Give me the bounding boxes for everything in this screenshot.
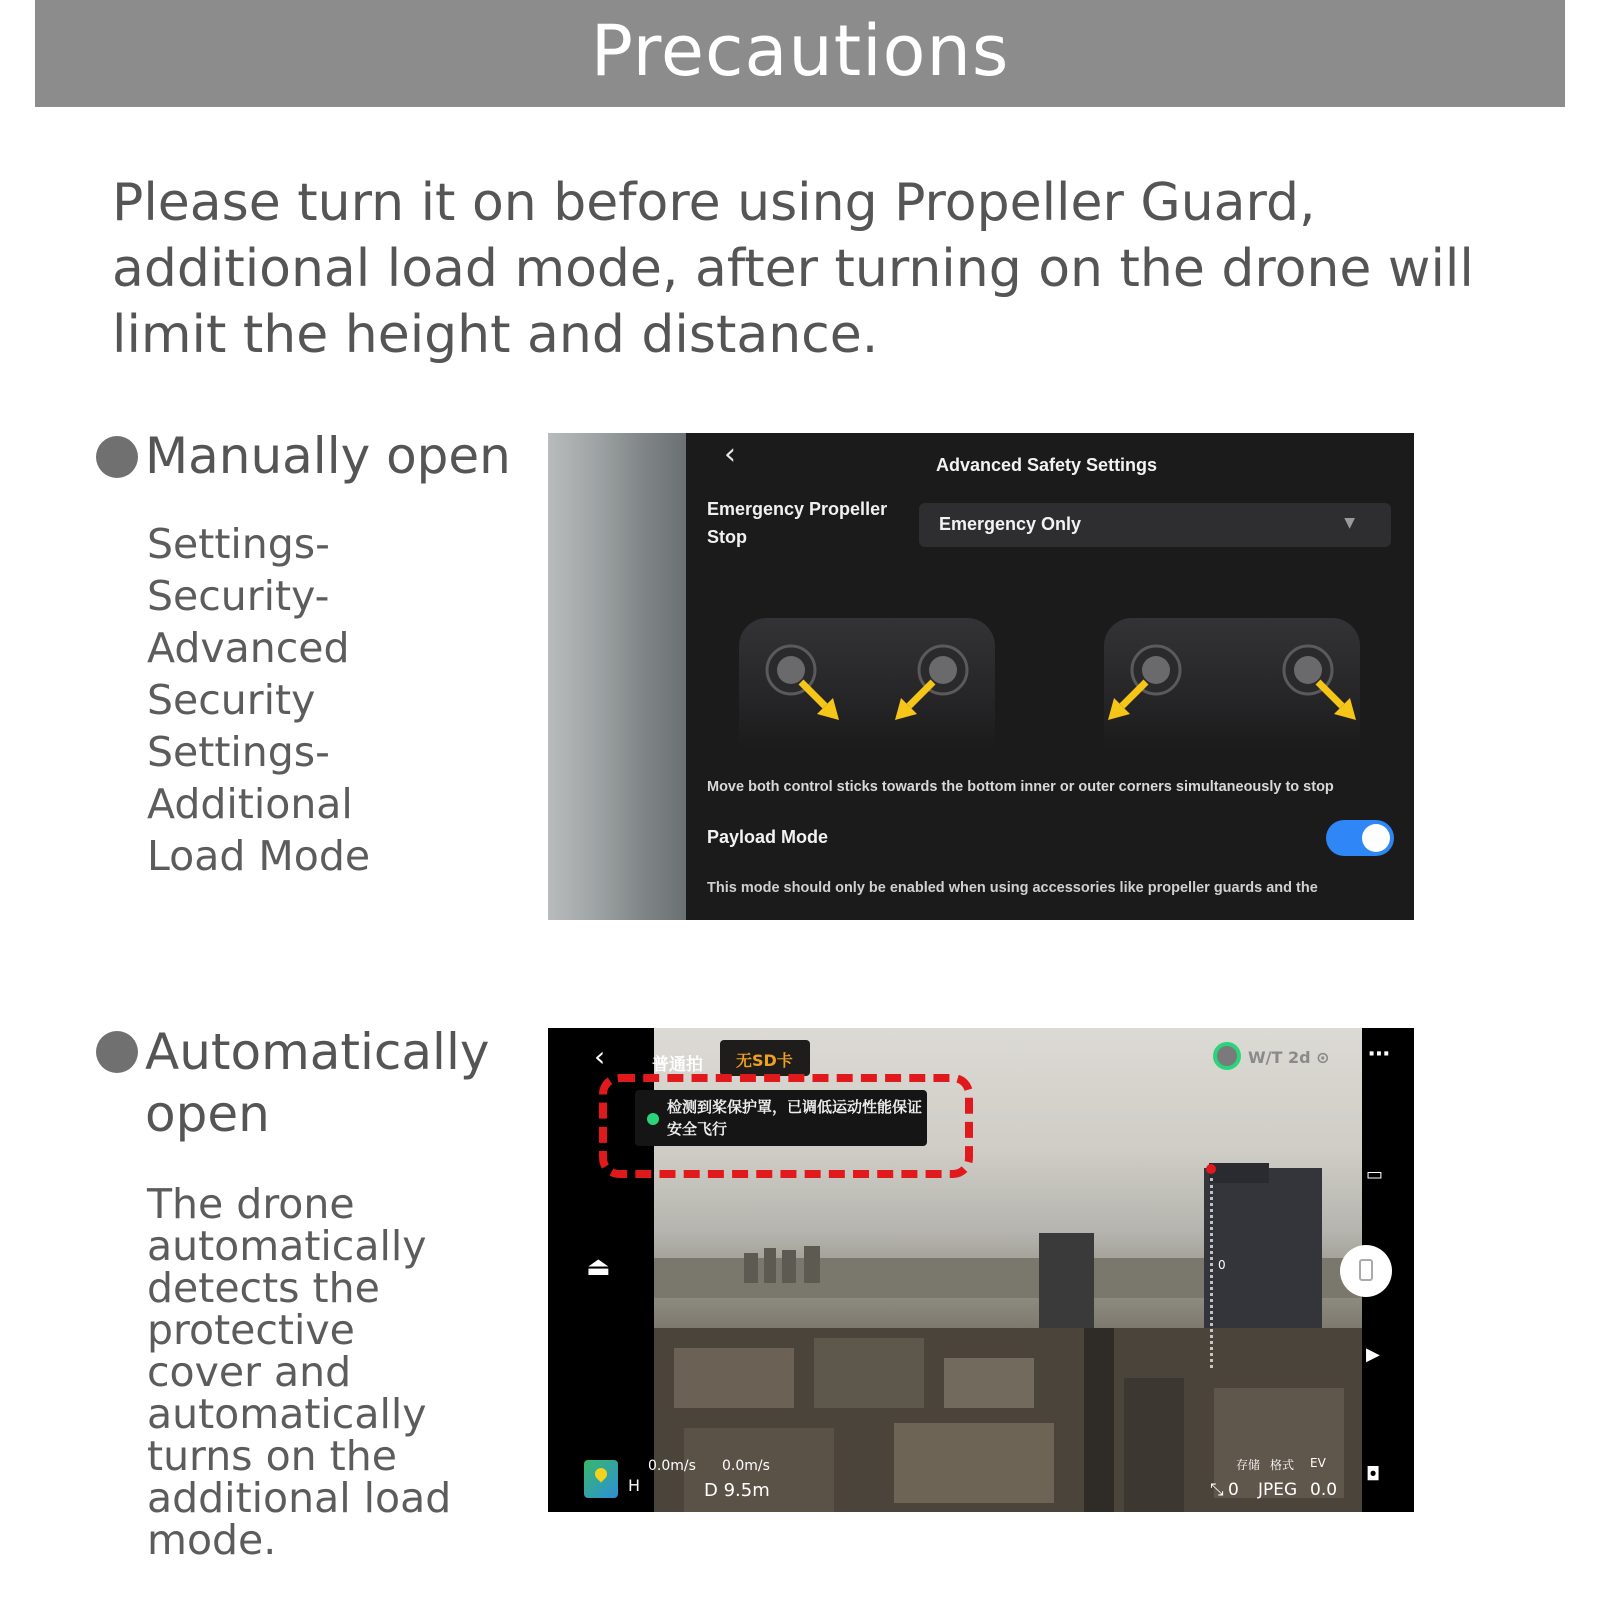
distance-readout: D 9.5m	[704, 1480, 770, 1501]
section-desc-auto: The drone automatically detects the protective cover and automatically turns on the additional load mode.	[147, 1180, 452, 1564]
bullet-dot	[96, 1031, 138, 1073]
control-pad-inner	[739, 618, 995, 748]
section-title-manual: Manually open	[145, 427, 511, 485]
ev-value: 0.0	[1310, 1480, 1338, 1500]
sd-card-label: 无SD卡	[736, 1051, 793, 1070]
ev-label: EV	[1310, 1456, 1326, 1470]
emergency-stop-label: Emergency Propeller Stop	[707, 499, 888, 547]
control-pad-outer	[1104, 618, 1360, 748]
caret-down-icon: ▼	[1344, 515, 1355, 531]
storage-icon: ⤡	[1210, 1480, 1224, 1500]
signal-status-text: W/T 2d ⊙	[1248, 1048, 1330, 1067]
chevron-left-icon[interactable]: ‹	[594, 1040, 606, 1073]
camera-screenshot	[548, 1028, 1414, 1512]
chevron-left-icon[interactable]: ‹	[724, 437, 736, 472]
emergency-stop-value: Emergency Only	[939, 514, 1082, 534]
background-panel	[548, 433, 686, 920]
altitude-marker-dot	[1206, 1164, 1216, 1174]
notice-text: 检测到桨保护罩，已调低运动性能保证安全飞行	[667, 1098, 923, 1138]
vertical-speed: 0.0m/s	[722, 1458, 770, 1474]
emergency-stop-select[interactable]	[919, 503, 1391, 547]
stick-outer-corners-icon	[1104, 618, 1360, 748]
map-icon[interactable]	[584, 1460, 618, 1498]
photo-mode-icon[interactable]: ▭	[1366, 1164, 1384, 1185]
home-label: H	[628, 1476, 641, 1495]
sd-card-status	[720, 1040, 810, 1076]
settings-title: Advanced Safety Settings	[936, 455, 1158, 475]
header-banner	[35, 0, 1565, 107]
phone-icon	[1359, 1259, 1373, 1281]
propeller-guard-notice	[635, 1090, 927, 1146]
horizontal-speed: 0.0m/s	[648, 1458, 696, 1474]
takeoff-icon[interactable]: ⏏	[586, 1252, 611, 1282]
storage-label: 存储	[1236, 1458, 1261, 1472]
playback-icon[interactable]: ▶	[1366, 1344, 1380, 1365]
status-dot	[647, 1113, 659, 1125]
section-desc-manual: Settings-Security-Advanced Security Settings-Additional Load Mode	[147, 520, 371, 880]
bullet-dot	[96, 436, 138, 478]
format-value: JPEG	[1258, 1480, 1298, 1500]
payload-mode-description: This mode should only be enabled when using accessories like propeller guards and the	[707, 880, 1318, 896]
stick-inner-corners-icon	[739, 618, 995, 748]
map-pin-icon	[593, 1466, 610, 1483]
shutter-button[interactable]	[1340, 1245, 1392, 1297]
intro-text: Please turn it on before using Propeller Guard, additional load mode, after turning on the drone will limit the height and distance.	[112, 173, 1474, 365]
stop-instruction: Move both control sticks towards the bottom inner or outer corners simultaneously to stop	[707, 779, 1334, 795]
page-title: Precautions	[590, 10, 1010, 92]
toggle-knob	[1362, 824, 1390, 852]
more-icon[interactable]: ⋯	[1368, 1042, 1390, 1067]
signal-status-icon	[1213, 1042, 1241, 1070]
storage-value: 0	[1228, 1480, 1239, 1500]
altitude-marker: 0	[1218, 1258, 1226, 1272]
camera-settings-icon[interactable]: ◘	[1366, 1464, 1381, 1485]
altitude-scale	[1210, 1178, 1217, 1368]
payload-mode-label: Payload Mode	[707, 827, 829, 847]
payload-mode-toggle[interactable]	[1326, 820, 1394, 856]
settings-screenshot	[548, 433, 1414, 920]
shooting-mode-label[interactable]: 普通拍	[652, 1055, 703, 1075]
format-label: 格式	[1270, 1458, 1295, 1472]
section-title-auto: Automatically open	[145, 1023, 490, 1143]
